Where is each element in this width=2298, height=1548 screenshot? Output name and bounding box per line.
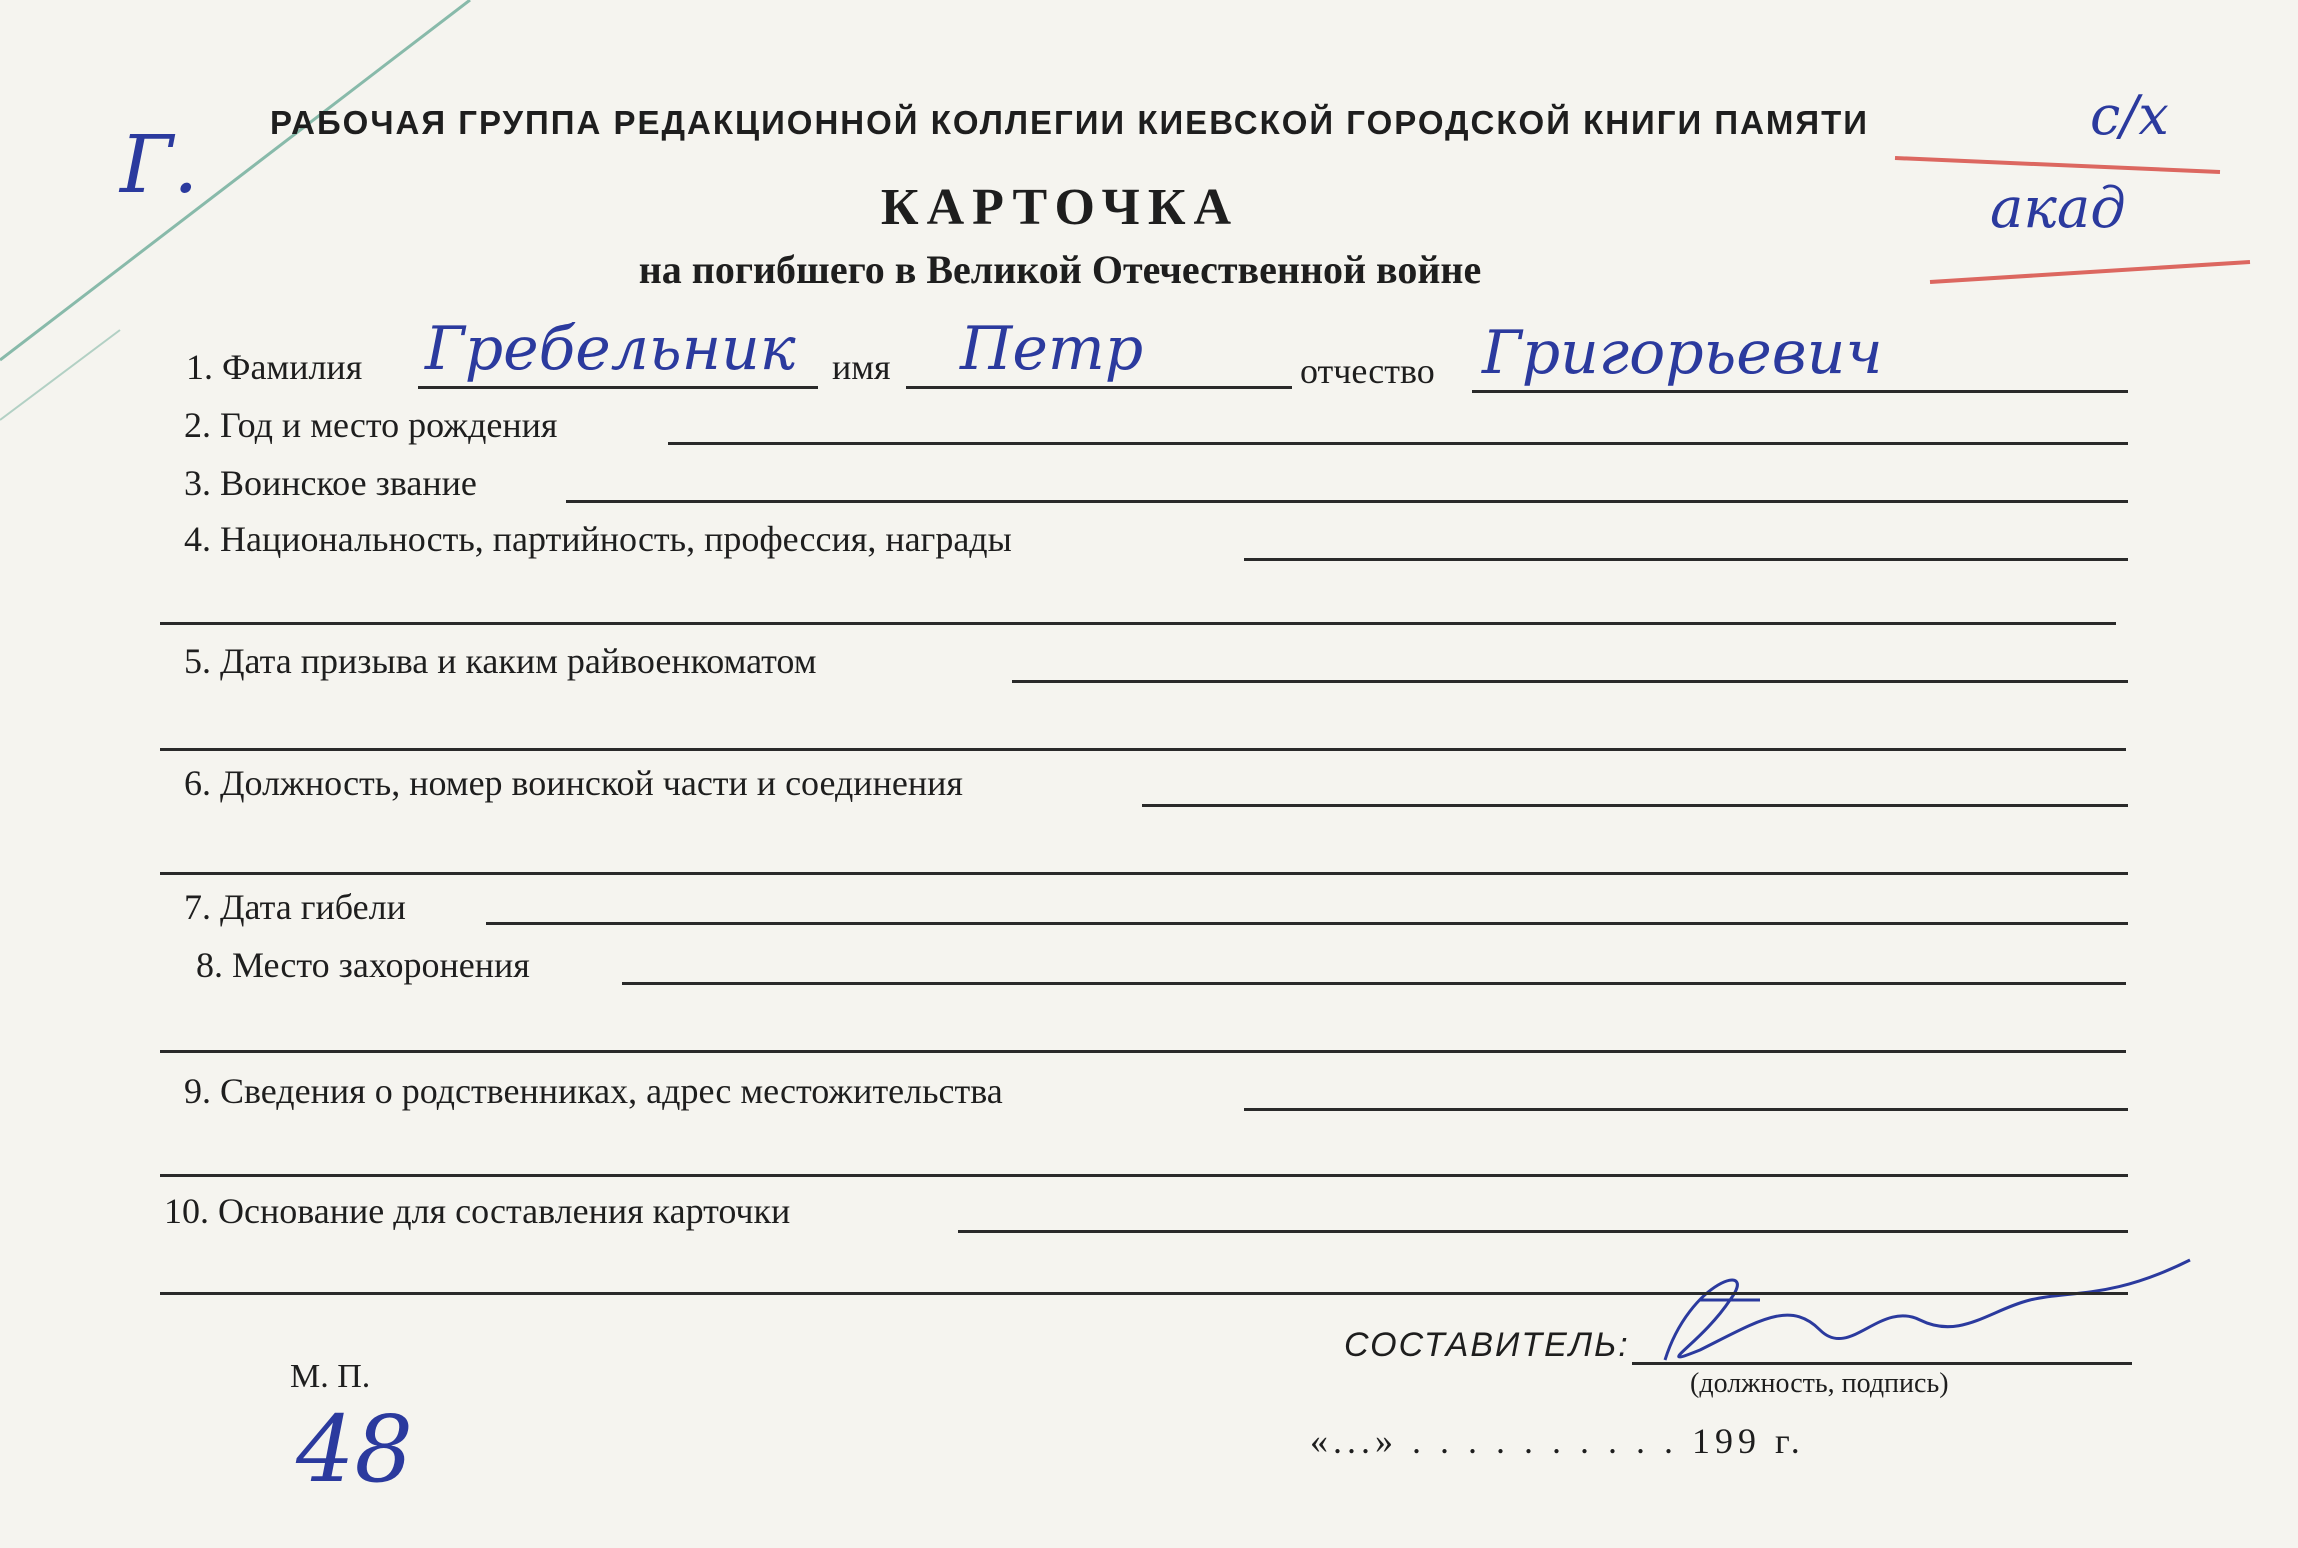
field-basis-label: 10. Основание для составления карточки: [164, 1191, 791, 1231]
green-pencil-stroke-2: [0, 330, 120, 420]
nationality-line-2: [160, 622, 2116, 625]
compiler-label: СОСТАВИТЕЛЬ:: [1344, 1326, 1630, 1364]
signature-mark: [1665, 1260, 2190, 1360]
field-position-label: 6. Должность, номер воинской части и соединения: [184, 763, 963, 803]
field-rank-label: 3. Воинское звание: [184, 463, 477, 503]
burial-line-2: [160, 1050, 2126, 1053]
patronymic-line: [1472, 390, 2128, 393]
card-title: КАРТОЧКА: [880, 179, 1240, 236]
field-death-date-label: 7. Дата гибели: [184, 887, 406, 927]
conscription-line: [1012, 680, 2128, 683]
name-line: [906, 386, 1292, 389]
signature-line: [1632, 1362, 2132, 1365]
death-date-line: [486, 922, 2128, 925]
position-line: [1142, 804, 2128, 807]
field-name-label: имя: [832, 347, 891, 387]
top-right-note-2: акад: [1990, 176, 2126, 241]
red-pencil-stroke-top: [1895, 158, 2220, 172]
field-burial-label: 8. Место захоронения: [196, 945, 530, 985]
relatives-line: [1244, 1108, 2128, 1111]
basis-line-2: [160, 1292, 2128, 1295]
patronymic-value: Григорьевич: [1482, 318, 1883, 388]
field-conscription-label: 5. Дата призыва и каким райвоенкоматом: [184, 641, 817, 681]
surname-value: Гребельник: [425, 314, 796, 384]
relatives-line-2: [160, 1174, 2128, 1177]
field-nationality-label: 4. Национальность, партийность, профессия, награды: [184, 519, 1012, 559]
organization-header: РАБОЧАЯ ГРУППА РЕДАКЦИОННОЙ КОЛЛЕГИИ КИЕВСКОЙ ГОРОДСКОЙ КНИГИ ПАМЯТИ: [270, 104, 1870, 141]
handwritten-number: 48: [296, 1396, 414, 1503]
date-line: «...» . . . . . . . . . . 199 г.: [1310, 1421, 1805, 1461]
basis-line: [958, 1230, 2128, 1233]
surname-line: [418, 386, 818, 389]
conscription-line-2: [160, 748, 2126, 751]
position-line-2: [160, 872, 2128, 875]
name-value: Петр: [960, 314, 1144, 384]
field-birth-label: 2. Год и место рождения: [184, 405, 558, 445]
card-subtitle: на погибшего в Великой Отечественной войне: [638, 247, 1482, 292]
field-surname-label: 1. Фамилия: [186, 347, 363, 387]
burial-line: [622, 982, 2126, 985]
corner-handwritten-mark: Г.: [120, 118, 199, 211]
top-right-note-1: с/х: [2090, 84, 2169, 147]
field-patronymic-label: отчество: [1300, 351, 1435, 391]
signature-hint: (должность, подпись): [1690, 1368, 1949, 1399]
nationality-line: [1244, 558, 2128, 561]
stamp-place-label: М. П.: [290, 1358, 371, 1395]
birth-line: [668, 442, 2128, 445]
field-relatives-label: 9. Сведения о родственниках, адрес местожительства: [184, 1071, 1003, 1111]
rank-line: [566, 500, 2128, 503]
